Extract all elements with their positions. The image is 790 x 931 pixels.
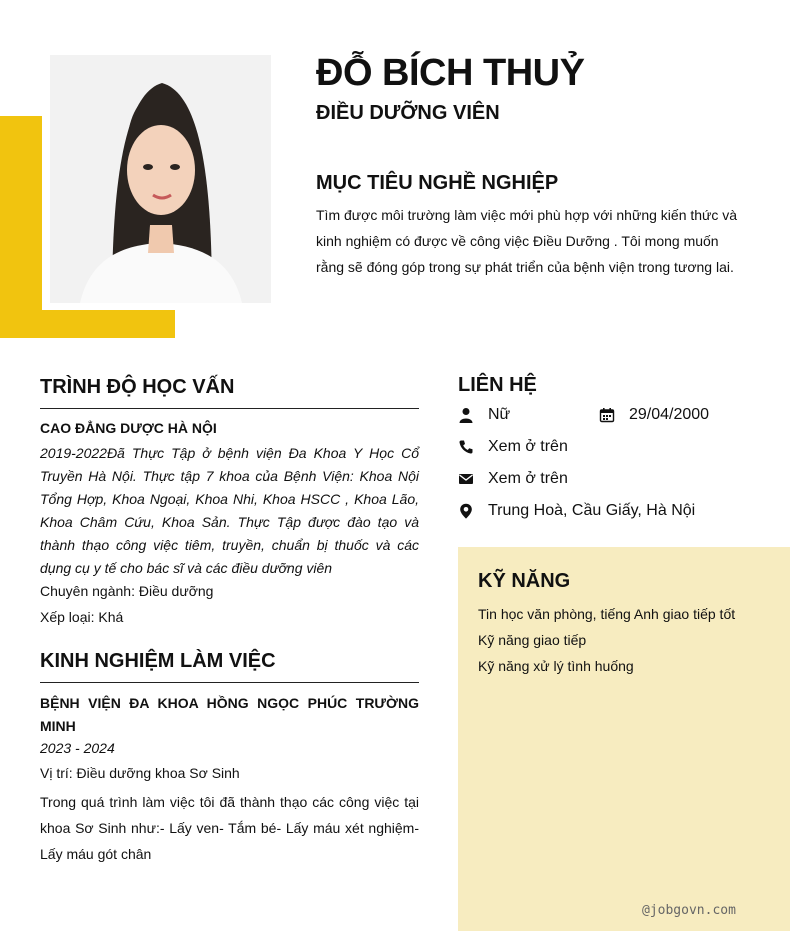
experience-company: BỆNH VIỆN ĐA KHOA HỒNG NGỌC PHÚC TRƯỜNG MINH	[40, 695, 419, 734]
skill-item: Kỹ năng giao tiếp	[478, 632, 587, 648]
yellow-accent-bar-horizontal	[0, 310, 175, 338]
candidate-role: ĐIỀU DƯỠNG VIÊN	[316, 102, 500, 124]
watermark-text: @jobgovn.com	[642, 903, 736, 918]
education-school: CAO ĐẲNG DƯỢC HÀ NỘI	[40, 420, 217, 436]
contact-address-row	[458, 502, 695, 520]
person-icon	[458, 407, 474, 423]
objective-text: Tìm được môi trường làm việc mới phù hợp với những kiến thức và kinh nghiệm có được về công việc Điều Dưỡng . Tôi mong muốn rằng sẽ đóng góp trong sự phát triển của bệnh viện trong tương lai.	[316, 207, 738, 275]
yellow-accent-bar-vertical	[0, 116, 42, 338]
contact-gender-row	[458, 406, 510, 424]
education-rank: Xếp loại: Khá	[40, 609, 124, 625]
education-divider	[40, 408, 419, 409]
skills-title: KỸ NĂNG	[478, 570, 571, 592]
location-pin-icon	[458, 503, 474, 519]
contact-address: Trung Hoà, Cầu Giấy, Hà Nội	[488, 502, 696, 519]
experience-divider	[40, 682, 419, 683]
contact-title: LIÊN HỆ	[458, 374, 537, 396]
experience-period: 2023 - 2024	[40, 740, 115, 756]
experience-position: Vị trí: Điều dưỡng khoa Sơ Sinh	[40, 765, 240, 781]
education-major: Chuyên ngành: Điều dưỡng	[40, 583, 214, 599]
contact-birthday: 29/04/2000	[629, 406, 710, 423]
mail-icon	[458, 471, 474, 487]
contact-birthday-row	[599, 406, 709, 424]
skills-panel	[458, 547, 790, 931]
calendar-icon	[599, 407, 615, 423]
candidate-name: ĐỖ BÍCH THUỶ	[316, 52, 585, 94]
contact-email: Xem ở trên	[488, 470, 568, 487]
skill-item: Tin học văn phòng, tiếng Anh giao tiếp tốt	[478, 606, 736, 622]
experience-title: KINH NGHIỆM LÀM VIỆC	[40, 650, 276, 672]
contact-email-row	[458, 470, 568, 488]
contact-phone-row	[458, 438, 568, 456]
experience-description: Trong quá trình làm việc tôi đã thành thạo các công việc tại khoa Sơ Sinh như:- Lấy ven- Tắm bé- Lấy máu xét nghiệm- Lấy máu gót chân	[40, 794, 419, 862]
education-description: 2019-2022Đã Thực Tập ở bệnh viện Đa Khoa Y Học Cổ Truyền Hà Nội. Thực tập 7 khoa của Bệnh Viện: Khoa Nội Tổng Hợp, Khoa Ngoại, Khoa Nhi, Khoa HSCC , Khoa Lão, Khoa Châm Cứu, Khoa Sản. Thực Tập được đào tạo và thành thạo công việc tiêm, truyền, chuẩn bị thuốc và các dụng cụ y tế cho bác sĩ và các điều dưỡng viên	[40, 445, 419, 576]
phone-icon	[458, 439, 474, 455]
profile-photo	[50, 55, 271, 303]
education-title: TRÌNH ĐỘ HỌC VẤN	[40, 376, 235, 398]
skill-item: Kỹ năng xử lý tình huống	[478, 658, 634, 674]
objective-title: MỤC TIÊU NGHỀ NGHIỆP	[316, 172, 559, 194]
contact-phone: Xem ở trên	[488, 438, 568, 455]
contact-gender: Nữ	[488, 406, 511, 423]
